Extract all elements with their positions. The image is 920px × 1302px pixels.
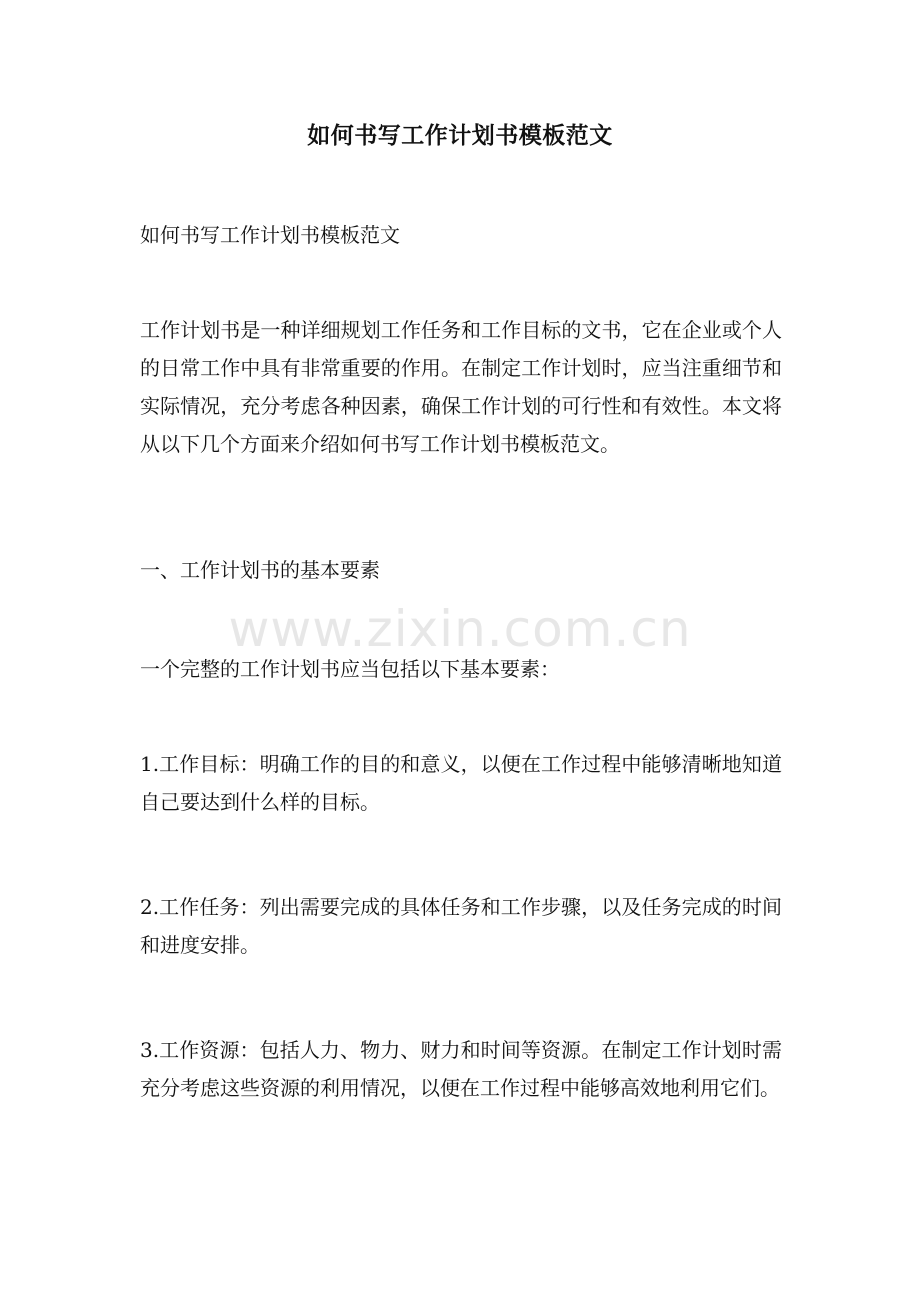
section-heading: 一、工作计划书的基本要素: [140, 558, 380, 582]
intro-paragraph: 工作计划书是一种详细规划工作任务和工作目标的文书，它在企业或个人的日常工作中具有非常重要的作用。在制定工作计划时，应当注重细节和实际情况，充分考虑各种因素，确保工作计划的可行性和有效性。本文将从以下几个方面来介绍如何书写工作计划书模板范文。: [140, 318, 782, 456]
watermark: www.zixin.com.cn: [228, 600, 692, 658]
document-title: 如何书写工作计划书模板范文: [307, 122, 613, 149]
list-item-tasks: 2.工作任务：列出需要完成的具体任务和工作步骤，以及任务完成的时间和进度安排。: [140, 895, 782, 957]
section-lead-paragraph: 一个完整的工作计划书应当包括以下基本要素：: [140, 657, 560, 681]
list-item-goal: 1.工作目标：明确工作的目的和意义，以便在工作过程中能够清晰地知道自己要达到什么样的目标。: [140, 752, 782, 814]
list-item-resources: 3.工作资源：包括人力、物力、财力和时间等资源。在制定工作计划时需充分考虑这些资源的利用情况，以便在工作过程中能够高效地利用它们。: [140, 1038, 782, 1100]
document-subtitle: 如何书写工作计划书模板范文: [140, 223, 400, 247]
